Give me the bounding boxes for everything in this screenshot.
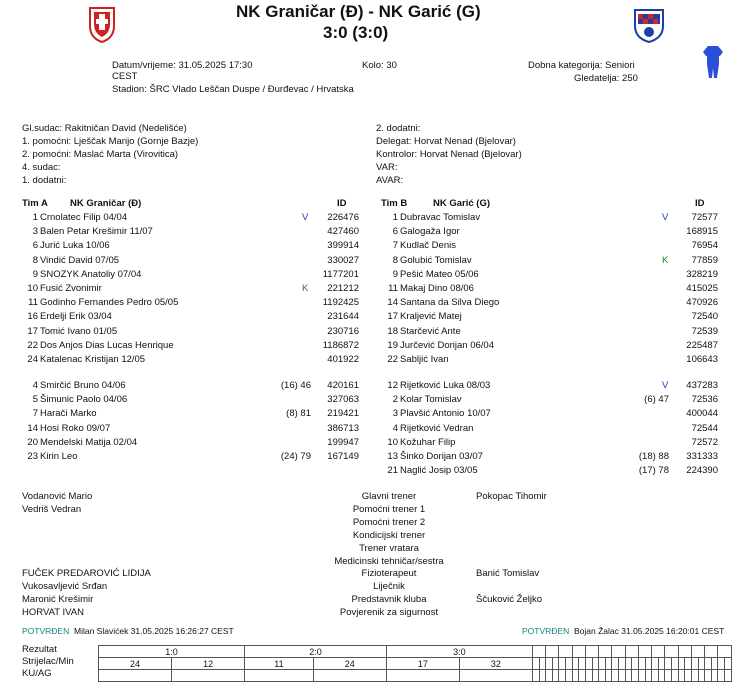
staff-role: Fizioterapeut <box>361 568 417 580</box>
result-cell <box>546 646 559 658</box>
player-number: 4 <box>32 380 38 391</box>
player-name: Crnolatec Filip 04/04 <box>40 212 128 223</box>
player-name: Godinho Fernandes Pedro 05/05 <box>40 297 179 309</box>
player-number: 11 <box>28 297 38 309</box>
match-timezone: CEST <box>112 71 138 82</box>
result-cell <box>585 646 598 658</box>
ku-ag-cell <box>386 670 459 682</box>
player-number: 22 <box>27 339 38 351</box>
player-name: Golubić Tomislav <box>400 254 472 266</box>
result-cell: 2:0 <box>245 646 387 658</box>
player-id: 72544 <box>691 422 718 434</box>
ku-ag-cell <box>532 670 539 682</box>
player-number: 18 <box>387 325 398 337</box>
scorer-cell <box>698 658 705 670</box>
player-id: 225487 <box>686 339 718 351</box>
player-number: 6 <box>32 240 38 252</box>
player-number: 17 <box>387 311 398 323</box>
scorer-cell <box>612 658 619 670</box>
confirm-right-status: POTVRĐEN <box>522 626 570 636</box>
player-number: 21 <box>387 465 398 477</box>
staff-role: Kondicijski trener <box>352 529 426 541</box>
player-number: 5 <box>32 394 38 406</box>
scorer-cell <box>625 658 632 670</box>
ku-ag-cell <box>612 670 619 682</box>
scorer-cell <box>705 658 712 670</box>
player-id: 415025 <box>686 283 718 294</box>
player-id: 328219 <box>686 268 718 280</box>
scorer-cell <box>559 658 566 670</box>
player-name: Naglić Josip 03/05 <box>400 465 478 477</box>
player-name: Starčević Ante <box>400 325 461 337</box>
staff-role: Pomoćni trener 2 <box>352 516 426 528</box>
player-name: Erdelji Erik 03/04 <box>40 311 112 323</box>
scorer-cell <box>652 658 659 670</box>
team-a-id-header: ID <box>337 198 347 209</box>
player-number: 19 <box>387 339 398 351</box>
ku-ag-cell <box>718 670 725 682</box>
player-number: 1 <box>392 212 398 223</box>
official-right: Kontrolor: Horvat Nenad (Bjelovar) <box>376 149 522 160</box>
player-role-mark: V <box>662 212 669 223</box>
player-id: 231644 <box>327 311 359 323</box>
ku-ag-cell <box>625 670 632 682</box>
player-name: Fusić Zvonimir <box>40 283 102 294</box>
ku-ag-cell <box>725 670 732 682</box>
scorer-cell <box>718 658 725 670</box>
official-left: 1. dodatni: <box>22 175 67 186</box>
ku-ag-cell <box>645 670 652 682</box>
stats-table <box>98 645 732 682</box>
ku-ag-cell <box>632 670 639 682</box>
staff-team-a: Vedriš Vedran <box>22 503 82 515</box>
player-name: SNOZYK Anatoliy 07/04 <box>40 268 142 280</box>
ku-ag-cell <box>566 670 573 682</box>
substitution-info: (16) 46 <box>280 380 311 391</box>
player-name: Santana da Silva Diego <box>400 297 500 309</box>
ku-ag-cell <box>585 670 592 682</box>
ku-ag-cell <box>552 670 559 682</box>
scorer-cell: 24 <box>99 658 172 670</box>
player-name: Pešić Mateo 05/06 <box>400 268 479 280</box>
player-number: 9 <box>32 268 38 280</box>
ku-ag-cell <box>672 670 679 682</box>
player-id: 1186872 <box>322 339 359 351</box>
scorer-cell <box>592 658 599 670</box>
player-name: Smirčić Bruno 04/06 <box>40 380 126 391</box>
player-id: 230716 <box>327 325 359 337</box>
player-id: 168915 <box>686 226 718 238</box>
scorer-cell <box>672 658 679 670</box>
player-id: 221212 <box>327 283 359 294</box>
player-number: 1 <box>32 212 38 223</box>
substitution-info: (24) 79 <box>280 451 311 462</box>
result-cell <box>599 646 612 658</box>
player-role-mark: V <box>302 212 309 223</box>
player-number: 3 <box>32 226 38 238</box>
result-cell <box>691 646 704 658</box>
ku-ag-cell <box>99 670 172 682</box>
confirm-left-status: POTVRĐEN <box>22 626 70 636</box>
player-id: 72572 <box>691 436 718 448</box>
scorer-cell <box>678 658 685 670</box>
official-left: Gl.sudac: Rakitničan David (Nedelišće) <box>22 123 187 134</box>
player-number: 8 <box>32 254 38 266</box>
ku-ag-cell <box>572 670 579 682</box>
result-cell: 1:0 <box>99 646 245 658</box>
player-id: 72536 <box>691 394 718 406</box>
player-name: Jurić Luka 10/06 <box>40 240 110 252</box>
player-id: 219421 <box>327 408 359 420</box>
substitution-info: (8) 81 <box>286 408 311 420</box>
player-name: Hosi Roko 09/07 <box>40 422 111 434</box>
player-name: Rijetković Luka 08/03 <box>400 380 491 391</box>
official-right: VAR: <box>376 162 398 173</box>
ku-ag-cell <box>698 670 705 682</box>
player-role-mark: K <box>662 254 669 266</box>
ku-ag-cell <box>638 670 645 682</box>
player-number: 17 <box>27 325 38 337</box>
player-name: Kožuhar Filip <box>400 436 456 448</box>
player-number: 22 <box>387 354 398 365</box>
scorer-cell: 12 <box>172 658 245 670</box>
staff-team-a: FUČEK PREDAROVIĆ LIDIJA <box>22 568 151 580</box>
scorer-cell <box>638 658 645 670</box>
player-name: Plavšić Antonio 10/07 <box>400 408 491 420</box>
player-name: Tomić Ivano 01/05 <box>40 325 118 337</box>
player-id: 77859 <box>691 254 718 266</box>
staff-role: Povjerenik za sigurnost <box>339 607 439 619</box>
ku-ag-cell <box>546 670 553 682</box>
team-a-label: Tim A <box>22 198 48 209</box>
player-name: Jurčević Dorijan 06/04 <box>400 339 494 351</box>
player-number: 10 <box>27 283 38 294</box>
match-datetime: Datum/vrijeme: 31.05.2025 17:30 <box>112 60 253 71</box>
match-title: NK Graničar (Đ) - NK Garić (G) <box>236 2 481 21</box>
age-category: Dobna kategorija: Seniori <box>528 60 635 71</box>
player-id: 167149 <box>327 451 359 462</box>
player-id: 327063 <box>327 394 359 406</box>
result-cell: 3:0 <box>386 646 532 658</box>
player-name: Katalenac Kristijan 12/05 <box>40 354 146 365</box>
scorer-cell <box>658 658 665 670</box>
confirm-left-text: Milan Slavićek 31.05.2025 16:26:27 CEST <box>74 626 234 636</box>
player-number: 20 <box>27 436 38 448</box>
ku-ag-cell <box>539 670 546 682</box>
scorer-cell: 11 <box>245 658 314 670</box>
player-id: 437283 <box>686 380 718 391</box>
player-number: 23 <box>27 451 38 462</box>
player-id: 199947 <box>327 436 359 448</box>
ku-ag-cell <box>691 670 698 682</box>
player-id: 386713 <box>327 422 359 434</box>
result-cell <box>665 646 678 658</box>
ku-ag-cell <box>665 670 672 682</box>
player-role-mark: V <box>662 380 669 391</box>
scorer-cell <box>539 658 546 670</box>
player-name: Kolar Tomislav <box>400 394 462 406</box>
ku-ag-cell <box>605 670 612 682</box>
ku-ag-cell <box>459 670 532 682</box>
player-id: 470926 <box>686 297 718 309</box>
scorer-cell <box>691 658 698 670</box>
official-left: 2. pomoćni: Maslać Marta (Virovitica) <box>22 149 179 160</box>
scorer-cell <box>546 658 553 670</box>
result-cell <box>612 646 625 658</box>
scorer-cell <box>619 658 626 670</box>
player-number: 10 <box>387 436 398 448</box>
player-id: 224390 <box>686 465 718 477</box>
team-b-name: NK Garić (G) <box>433 198 491 209</box>
staff-team-a: Maronić Krešimir <box>22 594 94 606</box>
club-crest-right <box>632 4 666 44</box>
scorer-cell <box>711 658 718 670</box>
player-id: 1177201 <box>322 268 359 280</box>
substitution-info: (6) 47 <box>644 394 669 406</box>
stats-row <box>99 646 732 658</box>
official-left: 4. sudac: <box>22 162 61 173</box>
player-number: 24 <box>27 354 38 365</box>
staff-team-b: Banić Tomislav <box>476 568 540 580</box>
player-id: 76954 <box>691 240 718 252</box>
player-name: Šimunic Paolo 04/06 <box>40 394 128 406</box>
player-number: 2 <box>392 394 398 406</box>
ku-ag-cell <box>678 670 685 682</box>
ku-ag-cell <box>599 670 606 682</box>
player-id: 420161 <box>327 380 359 391</box>
scorer-cell <box>605 658 612 670</box>
scorer-cell <box>566 658 573 670</box>
result-cell <box>572 646 585 658</box>
player-id: 427460 <box>327 226 359 238</box>
ku-ag-cell <box>705 670 712 682</box>
ku-ag-cell <box>685 670 692 682</box>
player-number: 16 <box>27 311 38 323</box>
player-number: 3 <box>392 408 398 420</box>
team-b-label: Tim B <box>381 198 408 209</box>
staff-team-a: HORVAT IVAN <box>22 607 84 619</box>
stats-label: KU/AG <box>22 668 52 679</box>
scorer-cell <box>665 658 672 670</box>
club-crest-left <box>88 4 116 44</box>
player-role-mark: K <box>302 283 309 294</box>
player-number: 6 <box>392 226 398 238</box>
result-cell <box>559 646 572 658</box>
player-name: Mendelski Matija 02/04 <box>40 436 138 448</box>
player-name: Dos Anjos Dias Lucas Henrique <box>40 339 174 351</box>
substitution-info: (18) 88 <box>638 451 669 462</box>
scorer-cell <box>685 658 692 670</box>
scorer-cell <box>579 658 586 670</box>
player-number: 7 <box>392 240 398 252</box>
player-number: 14 <box>387 297 398 309</box>
team-b-id-header: ID <box>695 198 705 209</box>
result-cell <box>532 646 545 658</box>
player-name: Kudlač Denis <box>400 240 456 252</box>
player-id: 330027 <box>327 254 359 266</box>
official-right: AVAR: <box>376 175 404 186</box>
result-cell <box>638 646 651 658</box>
scorer-cell <box>572 658 579 670</box>
player-number: 12 <box>387 380 398 391</box>
player-number: 8 <box>392 254 398 266</box>
result-cell <box>705 646 718 658</box>
player-name: Harači Marko <box>40 408 97 420</box>
ku-ag-cell <box>579 670 586 682</box>
player-id: 1192425 <box>322 297 359 309</box>
scorer-cell <box>725 658 732 670</box>
staff-team-b: Pokopac Tihomir <box>476 491 547 502</box>
player-id: 401922 <box>327 354 359 365</box>
staff-role: Pomoćni trener 1 <box>352 503 426 515</box>
player-number: 4 <box>392 422 398 434</box>
player-number: 9 <box>392 268 398 280</box>
player-name: Kraljević Matej <box>400 311 462 323</box>
player-id: 399914 <box>327 240 359 252</box>
ku-ag-cell <box>592 670 599 682</box>
player-id: 106643 <box>686 354 718 365</box>
player-name: Balen Petar Krešimir 11/07 <box>40 226 153 238</box>
result-cell <box>678 646 691 658</box>
scorer-cell: 32 <box>459 658 532 670</box>
staff-role: Medicinski tehničar/sestra <box>334 555 444 567</box>
scorer-cell: 17 <box>386 658 459 670</box>
player-id: 72539 <box>691 325 718 337</box>
ku-ag-cell <box>172 670 245 682</box>
scorer-cell <box>632 658 639 670</box>
staff-role: Trener vratara <box>359 542 419 554</box>
result-cell <box>652 646 665 658</box>
scorer-cell <box>532 658 539 670</box>
player-name: Sabljić Ivan <box>400 354 449 365</box>
substitution-info: (17) 78 <box>638 465 669 477</box>
staff-role: Glavni trener <box>361 491 417 502</box>
scorer-cell <box>552 658 559 670</box>
player-id: 72577 <box>691 212 718 223</box>
staff-team-a: Vukosavljević Srđan <box>22 581 108 593</box>
confirm-right-text: Bojan Žalac 31.05.2025 16:20:01 CEST <box>574 626 725 636</box>
result-cell <box>625 646 638 658</box>
match-score: 3:0 (3:0) <box>323 23 389 42</box>
player-id: 72540 <box>691 311 718 323</box>
ku-ag-cell <box>245 670 314 682</box>
player-id: 331333 <box>686 451 718 462</box>
player-id: 400044 <box>686 408 718 420</box>
official-right: 2. dodatni: <box>376 123 421 134</box>
stats-row <box>99 658 732 670</box>
player-number: 14 <box>27 422 38 434</box>
player-number: 7 <box>32 408 38 420</box>
ku-ag-cell <box>619 670 626 682</box>
player-name: Šinko Dorijan 03/07 <box>400 451 483 462</box>
player-number: 13 <box>387 451 398 462</box>
staff-role: Predstavnik kluba <box>351 594 427 606</box>
player-number: 11 <box>388 283 398 294</box>
player-name: Rijetković Vedran <box>400 422 474 434</box>
match-round: Kolo: 30 <box>362 60 397 71</box>
player-name: Dubravac Tomislav <box>400 212 481 223</box>
staff-role: Liječnik <box>373 581 405 593</box>
player-name: Kirin Leo <box>40 451 78 462</box>
result-cell <box>718 646 732 658</box>
ku-ag-cell <box>313 670 386 682</box>
spectators: Gledatelja: 250 <box>574 73 638 84</box>
ku-ag-cell <box>711 670 718 682</box>
ku-ag-cell <box>658 670 665 682</box>
scorer-cell: 24 <box>313 658 386 670</box>
ku-ag-cell <box>559 670 566 682</box>
player-name: Makaj Dino 08/06 <box>400 283 474 294</box>
match-stadium: Stadion: ŠRC Vlado Leščan Duspe / Đurđevac / Hrvatska <box>112 84 354 95</box>
team-a-name: NK Graničar (Đ) <box>70 198 142 209</box>
staff-team-a: Vodanović Mario <box>22 491 93 502</box>
jersey-icon <box>702 44 724 80</box>
stats-label: Strijelac/Min <box>22 656 74 667</box>
scorer-cell <box>645 658 652 670</box>
stats-label: Rezultat <box>22 644 57 655</box>
official-left: 1. pomoćni: Lješčak Marijo (Gornje Bazje) <box>22 136 199 147</box>
stats-row <box>99 670 732 682</box>
staff-team-b: Ščuković Željko <box>476 594 542 606</box>
official-right: Delegat: Horvat Nenad (Bjelovar) <box>376 136 516 147</box>
scorer-cell <box>599 658 606 670</box>
player-name: Galogaža Igor <box>400 226 460 238</box>
player-name: Vindić David 07/05 <box>40 254 120 266</box>
scorer-cell <box>585 658 592 670</box>
ku-ag-cell <box>652 670 659 682</box>
player-id: 226476 <box>327 212 359 223</box>
